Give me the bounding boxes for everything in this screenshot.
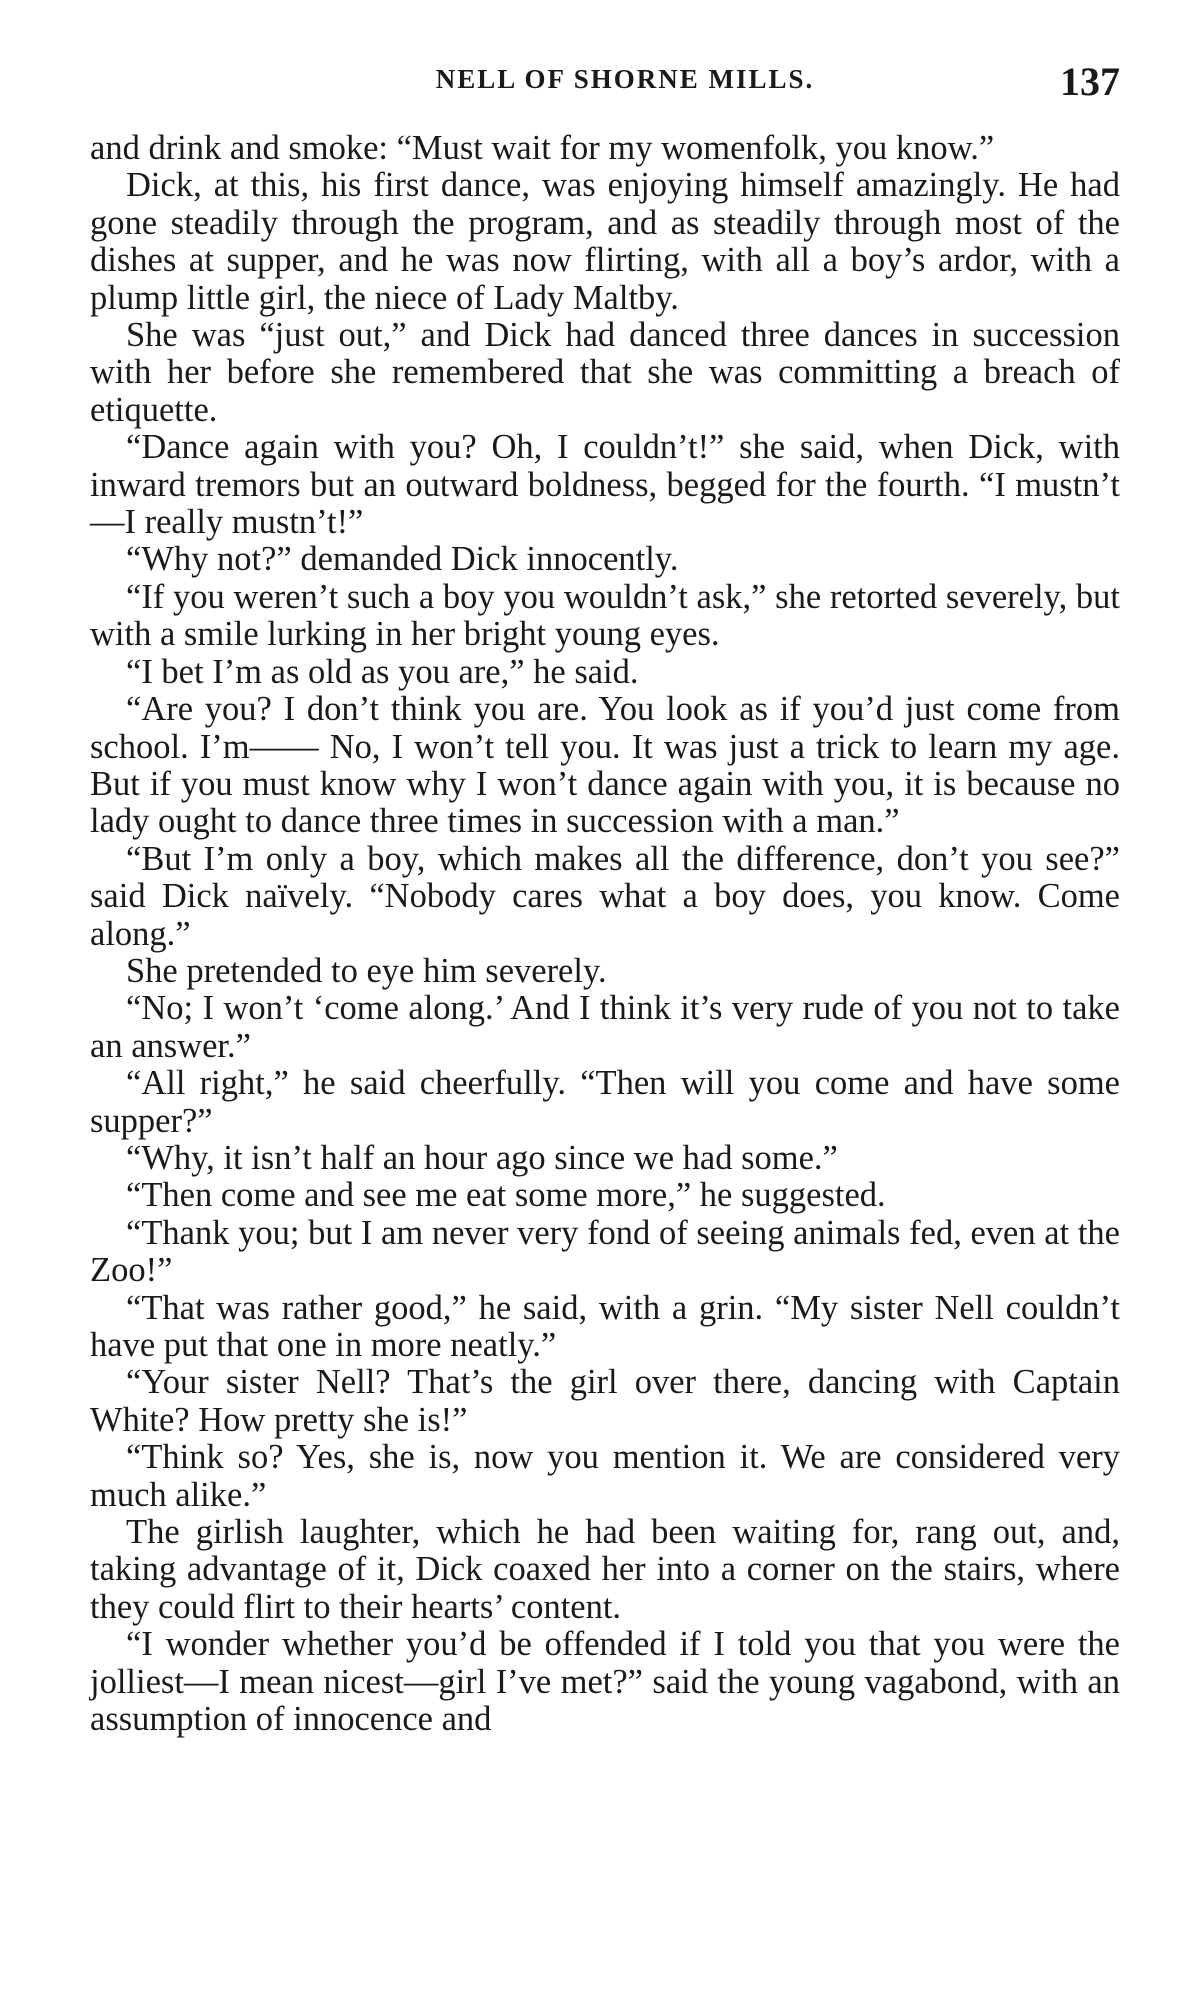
paragraph: She pretended to eye him severely. (126, 951, 607, 990)
paragraph: “Think so? Yes, she is, now you mention it. We are considered very much alike.” (90, 1438, 1120, 1514)
paragraph: The girlish laughter, which he had been waiting for, rang out, and, taking advantage of it, Dick coaxed her into a corner on the stairs, where they could flirt to their hearts’ content. (90, 1513, 1120, 1626)
paragraph: Dick, at this, his first dance, was enjoying himself amazingly. He had gone steadily through the program, and as steadily through most of the dishes at supper, and he was now flirting, with all a boy’s ardor, with a plump little girl, the niece of Lady Maltby. (90, 166, 1120, 317)
paragraph: “Are you? I don’t think you are. You look as if you’d just come from school. I’m—— No, I won’t tell you. It was just a trick to learn my age. But if you must know why I won’t dance again with you, it is because no lady ought to dance three times in succession with a man.” (90, 690, 1120, 841)
paragraph: She was “just out,” and Dick had danced three dances in succession with her before she remembered that she was committing a breach of etiquette. (90, 316, 1120, 429)
paragraph: “Dance again with you? Oh, I couldn’t!” she said, when Dick, with inward tremors but an outward boldness, begged for the fourth. “I mustn’t—I really mustn’t!” (90, 428, 1120, 542)
paragraph: “If you weren’t such a boy you wouldn’t ask,” she retorted severely, but with a smile lurking in her bright young eyes. (90, 577, 1120, 654)
paragraph: “I bet I’m as old as you are,” he said. (126, 652, 639, 691)
paragraph: “But I’m only a boy, which makes all the difference, don’t you see?” said Dick naïvely. “Nobody cares what a boy does, you know. Come along.” (90, 839, 1120, 953)
paragraph: “No; I won’t ‘come along.’ And I think it’s very rude of you not to take an answer.” (90, 989, 1120, 1065)
paragraph: “I wonder whether you’d be offended if I told you that you were the jolliest—I mean nicest—girl I’ve met?” said the young vagabond, with an assumption of innocence and (90, 1625, 1120, 1739)
paragraph: “Why not?” demanded Dick innocently. (126, 540, 679, 579)
paragraph: “Your sister Nell? That’s the girl over there, dancing with Captain White? How pretty she is!” (90, 1363, 1120, 1439)
paragraph: “Then come and see me eat some more,” he suggested. (126, 1176, 886, 1215)
page-number: 137 (1060, 59, 1120, 104)
paragraph: and drink and smoke: “Must wait for my womenfolk, you know.” (90, 129, 995, 167)
book-page (90, 58, 1120, 1738)
paragraph: “Thank you; but I am never very fond of seeing animals fed, even at the Zoo!” (90, 1213, 1120, 1290)
running-title: NELL OF SHORNE MILLS. (435, 64, 815, 94)
paragraph: “That was rather good,” he said, with a grin. “My sister Nell couldn’t have put that one in more neatly.” (90, 1288, 1120, 1364)
body-text (90, 130, 1120, 1738)
running-head (90, 58, 1120, 108)
paragraph: “All right,” he said cheerfully. “Then will you come and have some supper?” (90, 1064, 1120, 1140)
paragraph: “Why, it isn’t half an hour ago since we had some.” (126, 1138, 838, 1177)
